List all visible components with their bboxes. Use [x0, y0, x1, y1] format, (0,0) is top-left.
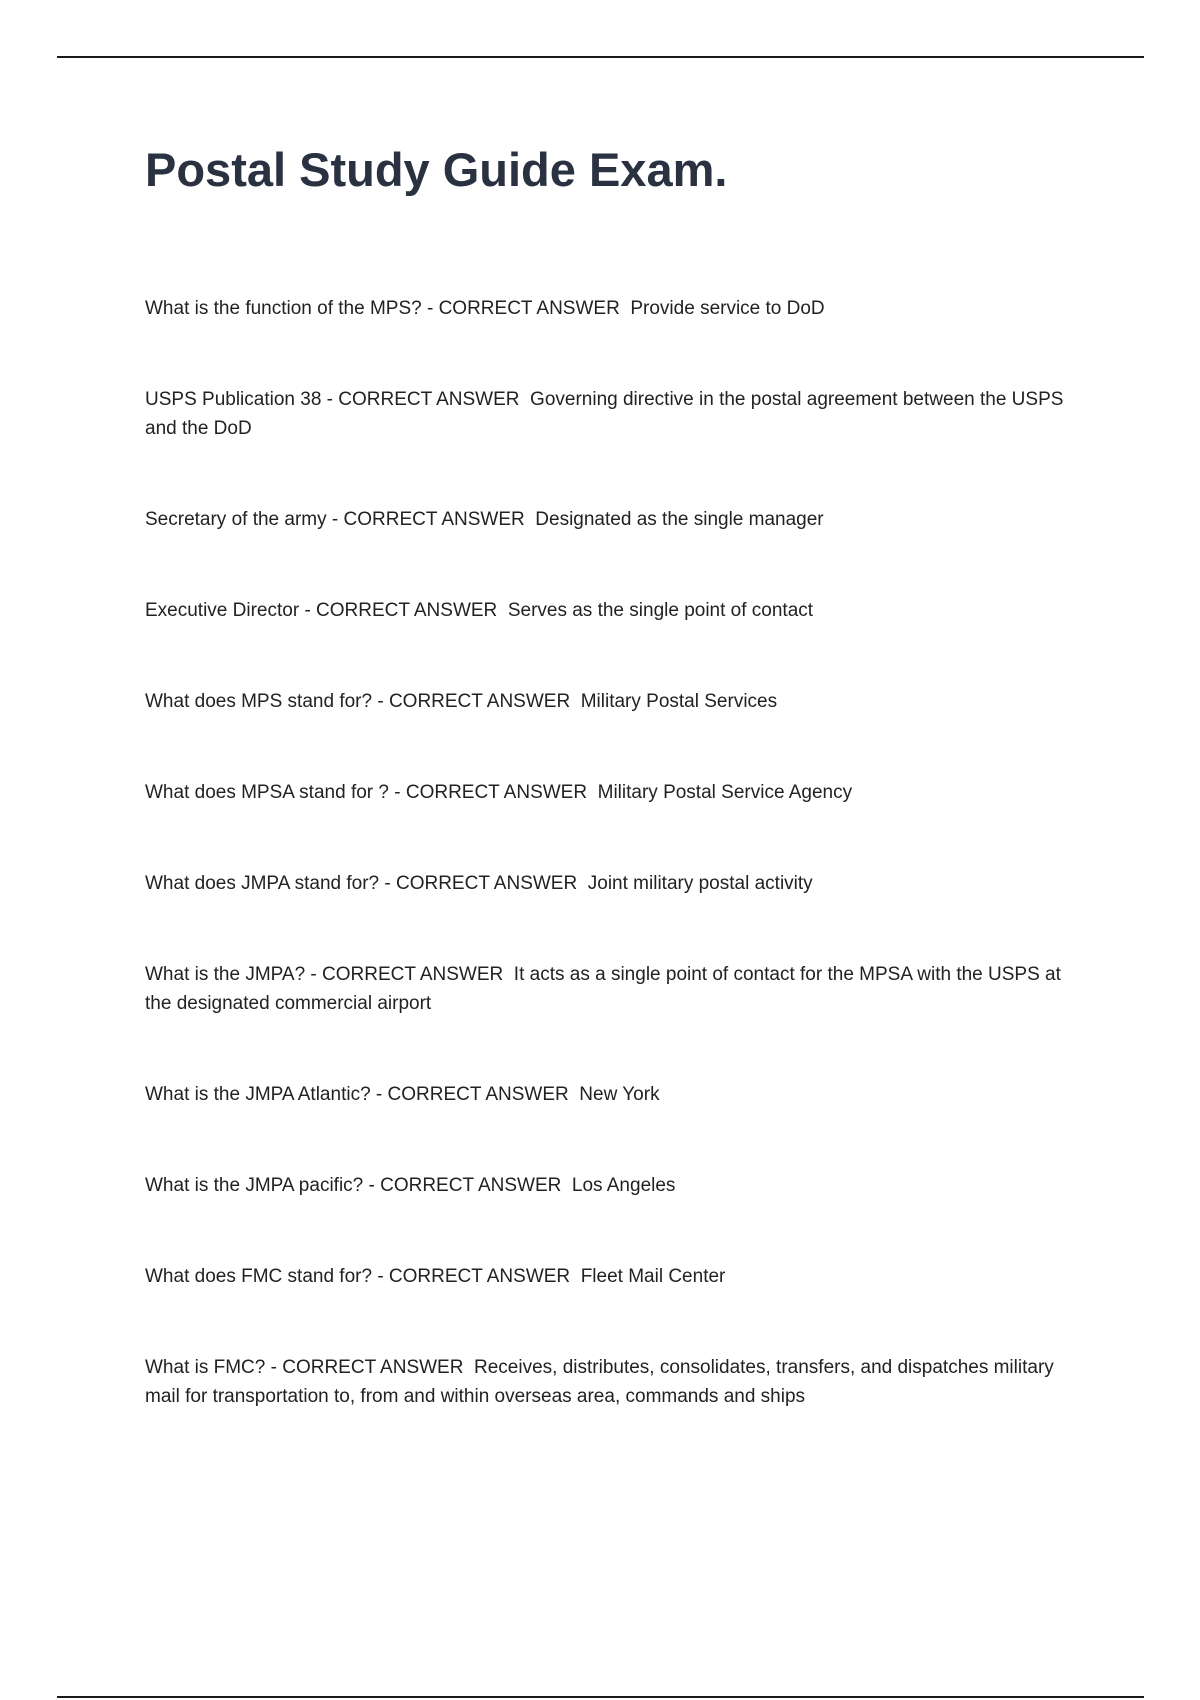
qa-item: What is the JMPA pacific? - CORRECT ANSWER Los Angeles [145, 1175, 676, 1196]
bottom-divider [57, 1696, 1144, 1698]
page-title: Postal Study Guide Exam. [145, 143, 728, 196]
qa-item: What is FMC? - CORRECT ANSWER Receives, distributes, consolidates, transfers, and dispatches military mail for transportation to, from and within overseas area, commands and ships [145, 1357, 1060, 1407]
qa-item: USPS Publication 38 - CORRECT ANSWER Governing directive in the postal agreement between the USPS and the DoD [145, 389, 1069, 439]
qa-item: What does JMPA stand for? - CORRECT ANSWER Joint military postal activity [145, 873, 813, 894]
qa-item: Secretary of the army - CORRECT ANSWER Designated as the single manager [145, 509, 824, 530]
top-divider [57, 56, 1144, 58]
qa-item: What is the JMPA? - CORRECT ANSWER It acts as a single point of contact for the MPSA with the USPS at the designated commercial airport [145, 964, 1067, 1014]
qa-item: What is the function of the MPS? - CORRECT ANSWER Provide service to DoD [145, 298, 825, 319]
qa-item: What does FMC stand for? - CORRECT ANSWER Fleet Mail Center [145, 1266, 726, 1287]
qa-item: What is the JMPA Atlantic? - CORRECT ANSWER New York [145, 1084, 660, 1105]
qa-item: What does MPSA stand for ? - CORRECT ANSWER Military Postal Service Agency [145, 782, 853, 803]
qa-list [145, 294, 1090, 1473]
qa-item: What does MPS stand for? - CORRECT ANSWER Military Postal Services [145, 691, 778, 712]
qa-item: Executive Director - CORRECT ANSWER Serves as the single point of contact [145, 600, 814, 621]
